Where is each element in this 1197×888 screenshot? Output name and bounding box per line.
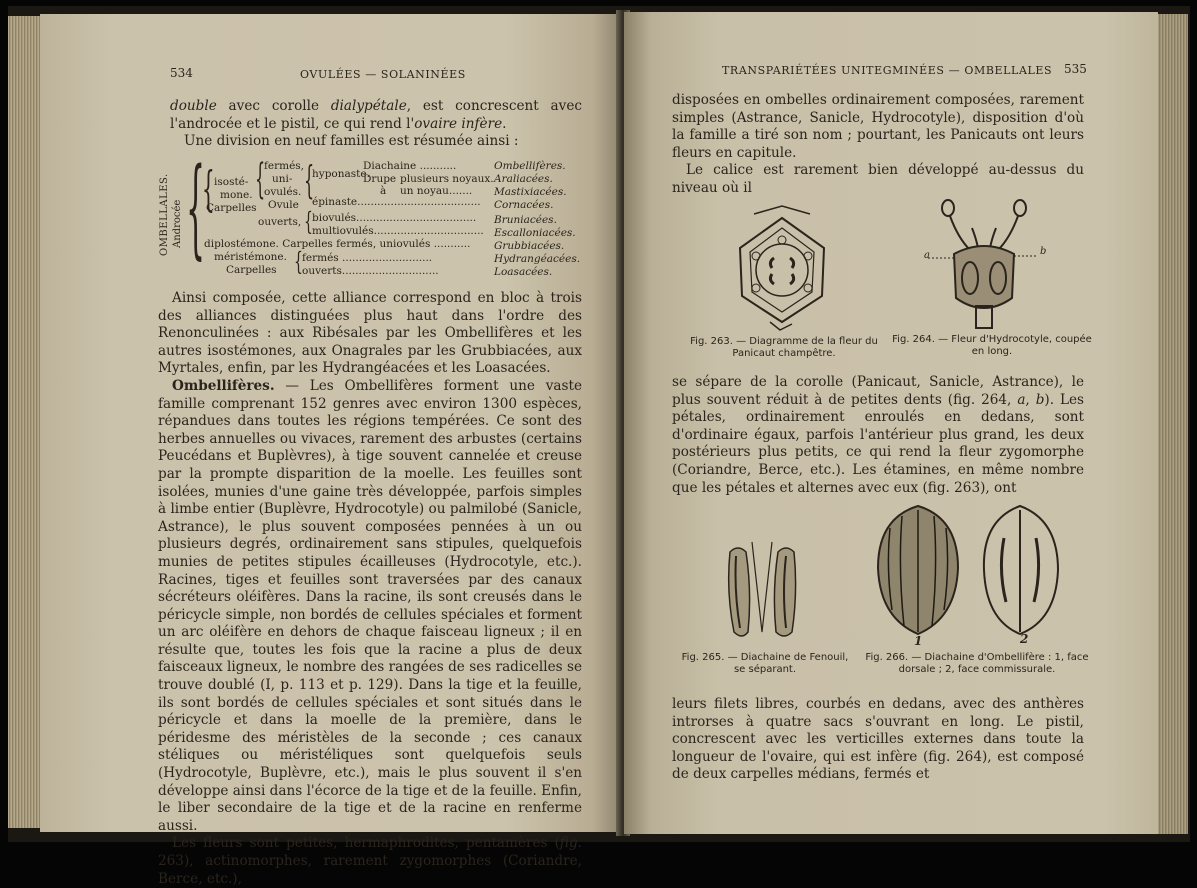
family-8: Hydrangéacées. [494, 253, 581, 265]
division-line: Une division en neuf familles est résumée ainsi : [184, 133, 519, 150]
fig-264-caption: Fig. 264. — Fleur d'Hydrocotyle, coupée en long. [892, 334, 1092, 357]
fig-265-caption: Fig. 265. — Diachaine de Fenouil, se séparant. [681, 652, 849, 675]
family-6: Escalloniacées. [494, 227, 576, 239]
mone-label: mone. [220, 189, 253, 201]
family-3: Mastixiacées. [494, 186, 567, 198]
family-9: Loasacées. [494, 266, 553, 278]
right-para-2: Le calice est rarement bien développé au-dessus du niveau où il [672, 162, 1084, 196]
family-4: Cornacées. [494, 199, 554, 211]
fig-266-label-2: 2 [1020, 632, 1029, 646]
left-para-2 [158, 378, 582, 835]
ovule-label: Ovule [268, 199, 299, 211]
left-para-3-text-2: 263), actinomorphes, rarement zygomorphes (Coriandre, Berce, etc.), [158, 853, 582, 887]
diplostemone-label: diplostémone. Carpelles fermés, uniovulés ........... [204, 238, 471, 250]
ombelliferes-heading: Ombellifères. [172, 377, 275, 394]
right-para-1: disposées en ombelles ordinairement composées, rarement simples (Astrance, Sanicle, Hydrocotyle), disposition d'où la famille a tiré son nom ; pourtant, les Panicauts ont leurs fleurs en capitule. [672, 92, 1084, 161]
left-para-3-text-1: Les fleurs sont petites, hermaphrodites, pentamères ( [172, 835, 560, 852]
order-label: OMBELLALES. [159, 173, 170, 256]
family-2: Araliacées. [494, 173, 553, 185]
diachaine-label: Diachaine ........... [363, 160, 457, 172]
family-5: Bruniacées. [494, 214, 557, 226]
ouverts-label: ouverts, [258, 216, 302, 228]
carpelles2-label: Carpelles [226, 264, 277, 276]
family-7: Grubbiacées. [494, 240, 565, 252]
ovules-label: ovulés. [264, 186, 302, 198]
intro-italic-1: double [170, 98, 217, 114]
left-para-3-fig: fig. [559, 835, 582, 852]
right-page-edges [1155, 14, 1188, 834]
left-page [40, 14, 622, 887]
right-top-text [672, 92, 1084, 198]
fig-263-caption: Fig. 263. — Diagramme de la fleur du Panicaut champêtre. [690, 336, 878, 359]
fermes-label: fermés, [264, 160, 305, 172]
intro-italic-3: ovaire infère [414, 115, 503, 132]
uni-label: uni- [272, 173, 293, 185]
brace-ouverts: { [304, 208, 313, 238]
biovules-label: biovulés.................................... [312, 212, 477, 224]
right-middle-text [672, 374, 1084, 497]
left-para-2-text: — Les Ombellifères forment une vaste famille comprenant 152 genres avec environ 1300 espèces, répandues dans toutes les régions tempérées. Ce sont des herbes annuelles ou vivaces, rarement des arbustes (certains Peucédans et Buplèvres), à tige souvent cannelée et creuse par la prompte disparition de la moelle. Les feuilles sont isolées, munies d'une gaine très développée, parfois simples à limbe entier (Buplèvre, Hydrocotyle) ou palmilobé (Sanicle, Astrance), le plus souvent composées pennées à un ou plusieurs degrés, ordinairement sans stipules, quelquefois munies de petites stipules écailleuses (Hydrocotyle, etc.). Racines, tiges et feuilles sont traversées par des canaux sécréteurs oléifères. Dans la racine, ils sont creusés dans le péricycle simple, non bordés de cellules spéciales et forment un arc oléifère en dehors de chaque faisceau ligneux ; il en résulte que, toutes les fois que la racine a plus de deux faisceaux ligneux, le nombre des rangées de ses radicelles se trouve doublé (I, p. 113 et p. 129). Dans la tige et la feuille, ils sont bordés de cellules spéciales et sont situés dans le péricycle et dans la moelle de la première, dans le péridesme des méristèles de la seconde ; ces canaux stéliques ou méristéliques sont quelquefois seuls (Hydrocotyle, Buplèvre, etc.), mais le plus souvent il s'en développe ainsi dans l'écorce de la tige et de la feuille. Enfin, le liber secondaire de la tige et de la racine en renferme aussi. [158, 377, 582, 834]
left-intro-text [170, 98, 582, 151]
fig-266-umbellifer-diachaine-icon [870, 498, 1076, 644]
classification-table [158, 147, 598, 286]
left-running-head: OVULÉES — SOLANINÉES [300, 68, 466, 81]
brace-isostemone: { [202, 159, 215, 218]
intro-text-1: avec corolle [216, 98, 331, 114]
right-para-4: leurs filets libres, courbés en dedans, avec des anthères introrses à quatre sacs s'ouvrant en long. Le pistil, concrescent avec les verticilles externes dans toute la longueur de l'ovaire, qui est infère (fig. 264), est composé de deux carpelles médians, fermés et [672, 696, 1084, 783]
fig-264-hydrocotyle-flower-icon [924, 198, 1047, 338]
right-page [624, 12, 1158, 834]
isostemone-label: isosté- [214, 176, 249, 188]
right-para-3-text-2: , [1025, 391, 1036, 408]
meristemone-label: méristémone. [214, 251, 287, 263]
fig-266-caption: Fig. 266. — Diachaine d'Ombellifère : 1, face dorsale ; 2, face commissurale. [865, 652, 1089, 675]
androcee-label: Androcée [172, 199, 183, 248]
right-para-3-text-3: ). Les pétales, ordinairement enroulés en dedans, sont d'ordinaire égaux, parfois l'antérieur plus grand, les deux postérieurs plus petits, ce qui rend la fleur zygomorphe (Coriandre, Berce, etc.). Les étamines, en même nombre que les pétales et alternes avec eux (fig. 263), ont [672, 391, 1084, 496]
right-page-number: 535 [1064, 62, 1087, 76]
a-label: à [380, 185, 387, 197]
plusieurs-noyaux-label: plusieurs noyaux. [400, 173, 494, 185]
right-para-3-a: a [1017, 391, 1026, 408]
right-para-3-text-1: se sépare de la corolle (Panicaut, Sanicle, Astrance), le plus souvent réduit à de petites dents (fig. 264, [672, 374, 1084, 408]
fig-264-label-a: a [924, 250, 930, 261]
brace-main: { [186, 147, 206, 274]
left-page-number: 534 [170, 66, 193, 80]
right-para-3 [672, 374, 1084, 497]
brace-carpelles: { [255, 154, 266, 204]
ouverts2-label: ouverts............................. [302, 265, 439, 277]
hyponaste-label: hyponaste. [312, 168, 370, 180]
brace-ovule: { [304, 156, 315, 203]
intro-text-2: , est concrescent avec l'androcée et le pistil, ce qui rend l' [170, 98, 582, 132]
drupe-label: Drupe [363, 173, 397, 185]
right-running-head: TRANSPARIÉTÉES UNITEGMINÉES — OMBELLALES [722, 64, 1053, 77]
left-para-1: Ainsi composée, cette alliance correspond en bloc à trois des alliances distinguées plus haut dans l'ordre des Renonculinées : aux Ribésales par les Ombellifères et les autres isostémones, aux Onagrales par les Grubbiacées, aux Myrtales, enfin, par les Hydrangéacées et les Loasacées. [158, 290, 582, 377]
multiovules-label: multiovulés................................. [312, 225, 484, 237]
fig-266-label-1: 1 [914, 634, 923, 648]
fig-263-flower-diagram-icon [722, 204, 842, 334]
carpelles-label: Carpelles [206, 202, 257, 214]
left-body-text [158, 290, 582, 888]
intro-text-3: . [502, 115, 507, 132]
fig-265-fennel-diachaine-icon [724, 532, 800, 652]
brace-meristemone: { [294, 248, 303, 278]
intro-italic-2: dialypétale [330, 98, 407, 114]
fig-264-label-b: b [1040, 246, 1047, 257]
right-para-3-b: b [1035, 391, 1045, 408]
fermes2-label: fermés ........................... [302, 252, 433, 264]
right-bottom-text [672, 696, 1084, 784]
family-1: Ombellifères. [494, 160, 566, 172]
epinaste-label: épinaste..................................... [312, 196, 481, 208]
un-noyau-label: un noyau....... [400, 185, 473, 197]
left-para-3 [158, 835, 582, 888]
left-page-edges [8, 16, 44, 828]
